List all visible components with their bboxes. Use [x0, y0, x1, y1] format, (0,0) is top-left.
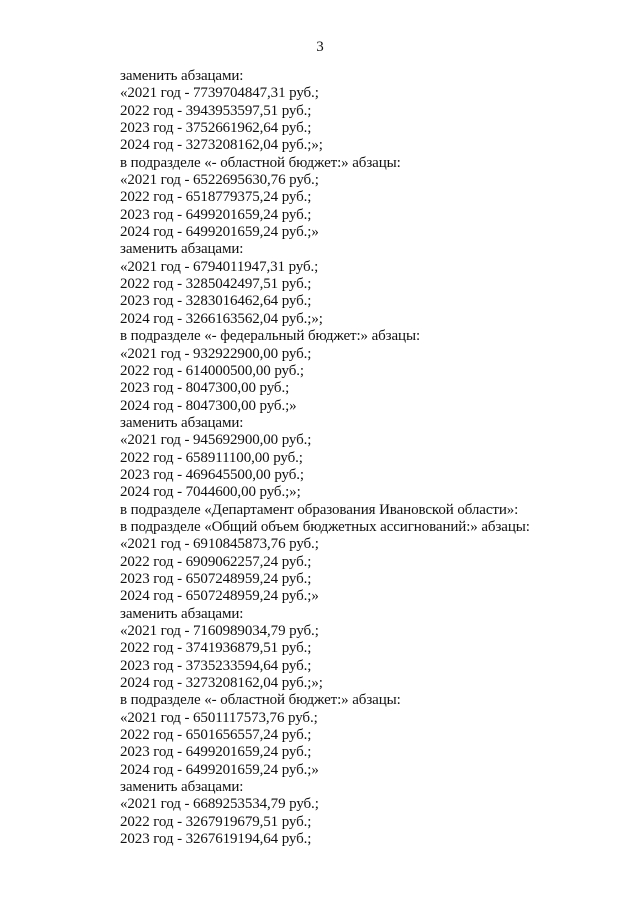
- text-line: 2023 год - 3752661962,64 руб.;: [120, 120, 312, 137]
- text-line: в подразделе «- областной бюджет:» абзацы:: [120, 154, 401, 171]
- text-line: 2024 год - 8047300,00 руб.;»: [120, 397, 297, 414]
- text-line: заменить абзацами:: [120, 68, 244, 84]
- text-line: 2024 год - 3266163562,04 руб.;»;: [120, 310, 323, 327]
- text-line: 2023 год - 3735233594,64 руб.;: [120, 657, 312, 674]
- text-line: 2022 год - 658911100,00 руб.;: [120, 449, 303, 466]
- text-line: «2021 год - 6910845873,76 руб.;: [120, 536, 319, 553]
- text-line: заменить абзацами:: [120, 605, 244, 622]
- text-line: 2022 год - 3741936879,51 руб.;: [120, 640, 312, 657]
- text-line: в подразделе «- областной бюджет:» абзацы:: [120, 692, 401, 709]
- document-body: [120, 68, 590, 848]
- text-line: 2024 год - 6507248959,24 руб.;»: [120, 588, 319, 605]
- text-line: в подразделе «Департамент образования Ивановской области»:: [120, 501, 519, 518]
- text-line: 2023 год - 6499201659,24 руб.;: [120, 744, 312, 761]
- text-line: 2023 год - 6499201659,24 руб.;: [120, 206, 312, 223]
- text-line: 2022 год - 3267919679,51 руб.;: [120, 813, 312, 830]
- text-line: 2024 год - 3273208162,04 руб.;»;: [120, 137, 323, 154]
- text-line: 2022 год - 6501656557,24 руб.;: [120, 727, 312, 744]
- text-line: 2023 год - 6507248959,24 руб.;: [120, 570, 312, 587]
- text-line: «2021 год - 945692900,00 руб.;: [120, 432, 312, 449]
- text-line: 2023 год - 8047300,00 руб.;: [120, 380, 290, 397]
- text-line: 2024 год - 7044600,00 руб.;»;: [120, 484, 301, 501]
- text-line: 2024 год - 6499201659,24 руб.;»: [120, 224, 319, 241]
- text-line: заменить абзацами:: [120, 241, 244, 258]
- text-line: «2021 год - 6501117573,76 руб.;: [120, 709, 318, 726]
- text-line: заменить абзацами:: [120, 779, 244, 796]
- page-number: 3: [316, 39, 324, 55]
- text-line: 2023 год - 3267619194,64 руб.;: [120, 831, 312, 848]
- text-line: «2021 год - 932922900,00 руб.;: [120, 345, 312, 362]
- text-line: 2023 год - 469645500,00 руб.;: [120, 466, 304, 483]
- text-line: 2022 год - 6909062257,24 руб.;: [120, 553, 312, 570]
- text-line: в подразделе «Общий объем бюджетных ассигнований:» абзацы:: [120, 518, 530, 535]
- text-line: 2022 год - 3943953597,51 руб.;: [120, 102, 312, 119]
- text-line: «2021 год - 7739704847,31 руб.;: [120, 85, 319, 102]
- text-line: «2021 год - 7160989034,79 руб.;: [120, 623, 319, 639]
- text-line: «2021 год - 6522695630,76 руб.;: [120, 172, 319, 189]
- text-line: в подразделе «- федеральный бюджет:» абзацы:: [120, 328, 421, 345]
- text-line: «2021 год - 6689253534,79 руб.;: [120, 796, 319, 813]
- text-line: 2023 год - 3283016462,64 руб.;: [120, 293, 312, 310]
- text-line: 2022 год - 6518779375,24 руб.;: [120, 189, 312, 206]
- text-line: 2024 год - 3273208162,04 руб.;»;: [120, 675, 323, 692]
- text-line: 2024 год - 6499201659,24 руб.;»: [120, 761, 319, 778]
- text-line: заменить абзацами:: [120, 414, 244, 431]
- text-line: 2022 год - 614000500,00 руб.;: [120, 362, 304, 379]
- text-line: 2022 год - 3285042497,51 руб.;: [120, 276, 312, 293]
- text-line: «2021 год - 6794011947,31 руб.;: [120, 258, 319, 275]
